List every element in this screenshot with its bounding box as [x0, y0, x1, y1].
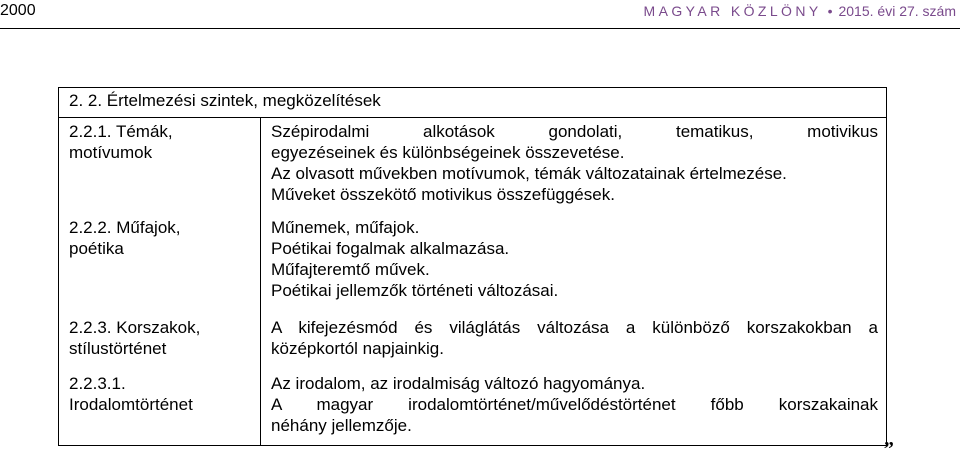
description-line: Az irodalom, az irodalmiság változó hagyománya. — [271, 374, 646, 393]
topic-cell — [59, 317, 260, 373]
topic-line: stílustörténet — [69, 339, 167, 358]
topic-line: 2.2.1. Témák, — [69, 122, 173, 141]
topic-line: poétika — [69, 239, 124, 258]
topic-cell — [59, 118, 260, 217]
page-number: 2000 — [0, 2, 36, 19]
topic-line: Irodalomtörténet — [69, 395, 193, 414]
description-line: A magyar irodalomtörténet/művelődéstörténet főbb korszakainak — [271, 395, 879, 414]
topic-line: 2.2.2. Műfajok, — [69, 218, 181, 237]
description-cell — [261, 118, 886, 217]
section-title-row — [59, 88, 887, 118]
description-line: Poétikai jellemzők történeti változásai. — [271, 281, 559, 300]
description-line: Műnemek, műfajok. — [271, 218, 420, 237]
topic-line: motívumok — [69, 143, 153, 162]
description-line: Szépirodalmi alkotások gondolati, tematikus, motivikus — [271, 122, 879, 141]
description-line: középkortól napjainkig. — [271, 339, 444, 358]
journal-issue: 2015. évi 27. szám — [838, 3, 956, 19]
description-line: Poétikai fogalmak alkalmazása. — [271, 239, 510, 258]
header-bullet: • — [827, 3, 833, 19]
topic-line: 2.2.3. Korszakok, — [69, 318, 201, 337]
description-cell — [261, 217, 886, 317]
description-line: Műfajteremtő művek. — [271, 260, 430, 279]
description-column — [261, 118, 887, 446]
description-cell — [261, 373, 886, 445]
topic-column — [59, 118, 261, 446]
journal-title — [644, 3, 956, 19]
description-line: Műveket összekötő motivikus összefüggések. — [271, 185, 615, 204]
section-title: 2. 2. Értelmezési szintek, megközelítések — [59, 88, 887, 118]
table-body-row — [59, 118, 887, 446]
topic-line: 2.2.3.1. — [69, 374, 126, 393]
description-line: egyezéseinek és különbségeinek összevetése. — [271, 143, 625, 162]
description-cell — [261, 317, 886, 373]
topic-cell — [59, 217, 260, 317]
continuation-quote-mark: „ — [884, 428, 894, 450]
page-header — [0, 0, 960, 29]
curriculum-table — [58, 87, 887, 446]
journal-name: MAGYAR KÖZLÖNY — [643, 3, 822, 19]
topic-cell — [59, 373, 260, 445]
description-line: A kifejezésmód és világlátás változása a különböző korszakokban a — [271, 318, 879, 337]
description-line: Az olvasott művekben motívumok, témák változatainak értelmezése. — [271, 164, 787, 183]
description-line: néhány jellemzője. — [271, 416, 412, 435]
